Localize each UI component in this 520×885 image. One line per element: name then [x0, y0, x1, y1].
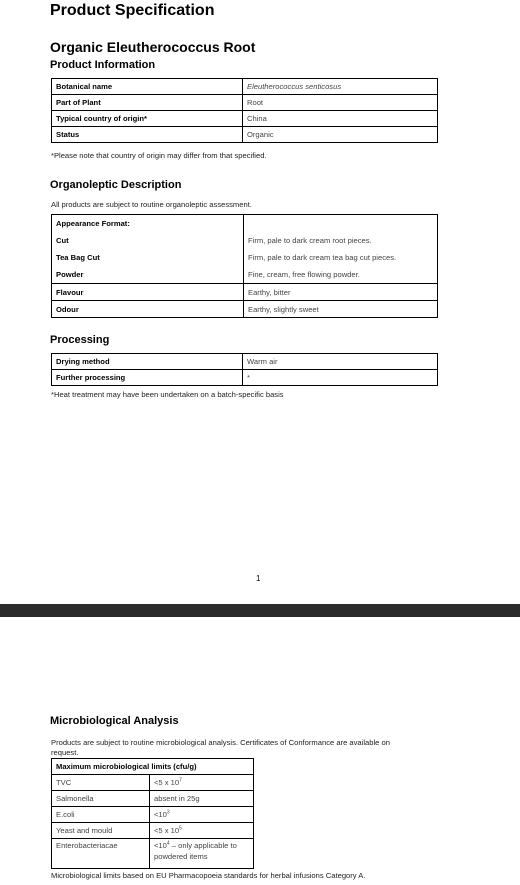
row-label: Typical country of origin* [52, 111, 243, 127]
value-base: <5 x 10 [154, 778, 180, 787]
value-base: <5 x 10 [154, 826, 180, 835]
table-row [52, 79, 438, 95]
row-value [150, 807, 254, 823]
row-value: Root [243, 95, 438, 111]
product-name: Organic Eleutherococcus Root [50, 39, 256, 55]
value-base: <10 [154, 841, 167, 850]
table-row [52, 775, 254, 791]
organoleptic-table [51, 214, 438, 318]
row-value: Organic [243, 127, 438, 143]
value-exponent: 4 [166, 840, 170, 847]
format-label: Cut [56, 236, 69, 245]
micro-heading: Microbiological Analysis [50, 715, 179, 727]
row-label: Enterobacteriacae [52, 839, 150, 869]
value-base: absent in 25g [154, 794, 200, 803]
table-row [52, 823, 254, 839]
row-label: Drying method [52, 354, 243, 370]
table-row [52, 127, 438, 143]
row-value: Warm air [243, 354, 438, 370]
appearance-values [244, 215, 438, 284]
row-label: Yeast and mould [52, 823, 150, 839]
table-row [52, 791, 254, 807]
value-exponent: 7 [179, 777, 182, 784]
row-label: Status [52, 127, 243, 143]
format-value: Fine, cream, free flowing powder. [248, 270, 360, 279]
row-value [150, 839, 254, 869]
row-label: Odour [52, 301, 244, 318]
micro-intro-line1: Products are subject to routine microbiological analysis. Certificates of Conformance are available on [51, 738, 390, 747]
row-value: Earthy, bitter [244, 284, 438, 301]
row-label: TVC [52, 775, 150, 791]
format-label: Tea Bag Cut [56, 253, 100, 262]
table-header-row [52, 759, 254, 775]
row-value [150, 791, 254, 807]
product-info-heading: Product Information [50, 59, 156, 71]
page-divider [0, 604, 520, 617]
processing-heading: Processing [50, 334, 110, 346]
micro-table [51, 758, 254, 869]
value-rest: – only applicable to powdered items [154, 841, 237, 861]
appearance-format-label: Appearance Format: [56, 219, 130, 228]
row-value [150, 823, 254, 839]
organoleptic-heading: Organoleptic Description [50, 179, 182, 191]
value-exponent: 3 [166, 809, 170, 816]
table-row [52, 215, 438, 284]
table-row [52, 111, 438, 127]
row-value: * [243, 370, 438, 386]
processing-table [51, 353, 438, 386]
page-number: 1 [256, 574, 261, 583]
row-label: Further processing [52, 370, 243, 386]
document-title: Product Specification [50, 2, 215, 19]
row-value: China [243, 111, 438, 127]
row-value: Eleutherococcus senticosus [243, 79, 438, 95]
format-label: Powder [56, 270, 84, 279]
page-2 [0, 617, 520, 885]
table-row [52, 370, 438, 386]
blank-line [244, 215, 437, 232]
heat-treatment-note: *Heat treatment may have been undertaken on a batch-specific basis [51, 390, 284, 399]
table-row [52, 301, 438, 318]
micro-table-header: Maximum microbiological limits (cfu/g) [52, 759, 254, 775]
micro-intro-line2: request. [51, 748, 79, 757]
table-row [52, 807, 254, 823]
row-label: Part of Plant [52, 95, 243, 111]
value-exponent: 5 [179, 825, 182, 832]
value-base: <10 [154, 810, 167, 819]
row-label: Botanical name [52, 79, 243, 95]
organoleptic-intro: All products are subject to routine organoleptic assessment. [51, 200, 252, 209]
micro-footer: Microbiological limits based on EU Pharmacopoeia standards for herbal infusions Category A. [51, 871, 366, 880]
table-row [52, 839, 254, 869]
table-row [52, 95, 438, 111]
row-value: Earthy, slightly sweet [244, 301, 438, 318]
origin-note: *Please note that country of origin may differ from that specified. [51, 151, 267, 160]
row-label: Flavour [52, 284, 244, 301]
row-label: E.coli [52, 807, 150, 823]
table-row [52, 284, 438, 301]
format-value: Firm, pale to dark cream tea bag cut pieces. [248, 253, 397, 262]
product-info-table [51, 78, 438, 143]
format-value: Firm, pale to dark cream root pieces. [248, 236, 372, 245]
row-value [150, 775, 254, 791]
row-label: Salmonella [52, 791, 150, 807]
appearance-labels [52, 215, 244, 284]
table-row [52, 354, 438, 370]
